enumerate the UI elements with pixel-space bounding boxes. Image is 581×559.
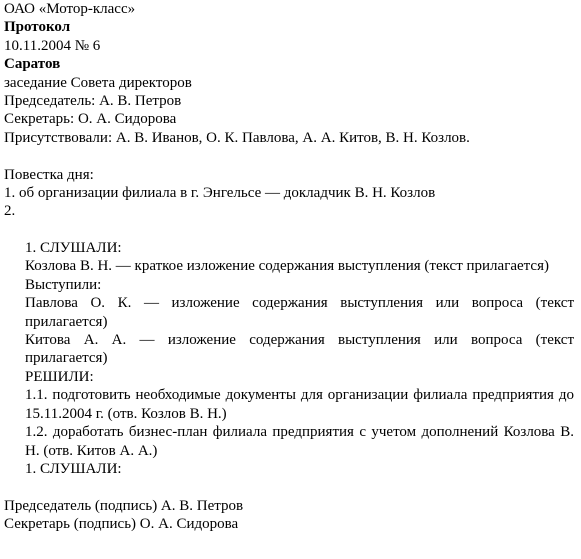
spoke-heading: Выступили: <box>25 276 102 293</box>
secretary-signature: Секретарь (подпись) О. А. Сидорова <box>4 516 239 533</box>
speaker-text: Павлова О. К. — изложение содержания выступления или вопроса (текст прилагается) <box>25 295 574 330</box>
chairman-signature: Председатель (подпись) А. В. Петров <box>4 497 244 514</box>
document-type: Протокол <box>4 19 71 36</box>
decision-item: 1.2. доработать бизнес-план филиала предприятия с учетом дополнений Козлова В. Н. (отв. Китов А. А.) <box>25 424 574 459</box>
attendees-line: Присутствовали: А. В. Иванов, О. К. Павлова, А. А. Китов, В. Н. Козлов. <box>4 129 470 146</box>
spacer <box>4 478 577 496</box>
document-date-number: 10.11.2004 № 6 <box>4 37 101 54</box>
organization-name: ОАО «Мотор-класс» <box>4 1 136 17</box>
chairman-line: Председатель: А. В. Петров <box>4 92 182 109</box>
decided-heading: РЕШИЛИ: <box>25 368 94 385</box>
meeting-subject: заседание Совета директоров <box>4 74 192 91</box>
minutes-body <box>4 239 577 478</box>
secretary-line: Секретарь: О. А. Сидорова <box>4 111 177 128</box>
decision-item: 1.1. подготовить необходимые документы для организации филиала предприятия до 15.11.2004 г. (отв. Козлов В. Н.) <box>25 387 574 422</box>
agenda-title: Повестка дня: <box>4 166 94 183</box>
agenda-item: 1. об организации филиала в г. Энгельсе — докладчик В. Н. Козлов <box>4 184 436 201</box>
heard-heading: 1. СЛУШАЛИ: <box>25 460 122 477</box>
spacer <box>4 147 577 165</box>
document-place: Саратов <box>4 56 61 73</box>
heard-heading: 1. СЛУШАЛИ: <box>25 240 122 257</box>
agenda-item: 2. <box>4 203 16 220</box>
heard-speaker-text: Козлова В. Н. — краткое изложение содержания выступления (текст прилагается) <box>25 258 549 275</box>
spacer <box>4 221 577 239</box>
speaker-text: Китова А. А. — изложение содержания выступления или вопроса (текст прилагается) <box>25 332 574 367</box>
